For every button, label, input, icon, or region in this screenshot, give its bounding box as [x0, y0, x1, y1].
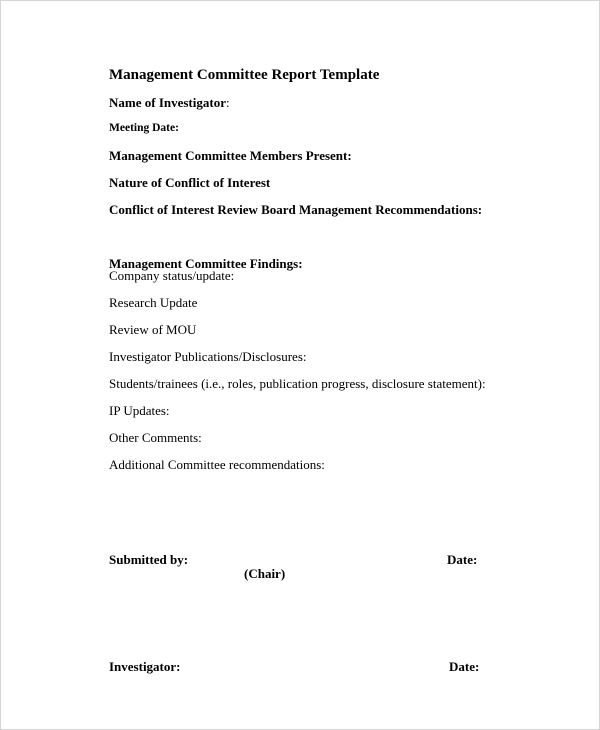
investigator-date-label: Date:: [449, 659, 480, 674]
investigator-label: Investigator:: [109, 659, 181, 674]
field-meeting-date: Meeting Date:: [109, 122, 179, 134]
field-nature-of-conflict: Nature of Conflict of Interest: [109, 175, 271, 190]
field-name-of-investigator: [109, 96, 230, 109]
submitted-by-label: Submitted by:: [109, 552, 189, 567]
field-review-board-recommendations: Conflict of Interest Review Board Management Recommendations:: [109, 202, 483, 217]
findings-item-additional-recommendations: Additional Committee recommendations:: [109, 457, 325, 472]
field-members-present: Management Committee Members Present:: [109, 148, 352, 163]
findings-item-students-trainees: Students/trainees (i.e., roles, publication progress, disclosure statement):: [109, 376, 486, 391]
findings-item-research-update: Research Update: [109, 295, 198, 310]
findings-item-ip-updates: IP Updates:: [109, 403, 170, 418]
field-colon: :: [225, 95, 230, 110]
findings-item-publications: Investigator Publications/Disclosures:: [109, 349, 307, 364]
findings-heading: Management Committee Findings:: [109, 256, 303, 271]
findings-item-other-comments: Other Comments:: [109, 430, 202, 445]
findings-item-company-status: Company status/update:: [109, 268, 235, 283]
field-label: Name of Investigator: [109, 95, 226, 110]
document-title: Management Committee Report Template: [109, 67, 380, 83]
chair-label: (Chair): [244, 566, 286, 581]
findings-item-review-of-mou: Review of MOU: [109, 322, 197, 337]
submitted-date-label: Date:: [447, 552, 478, 567]
